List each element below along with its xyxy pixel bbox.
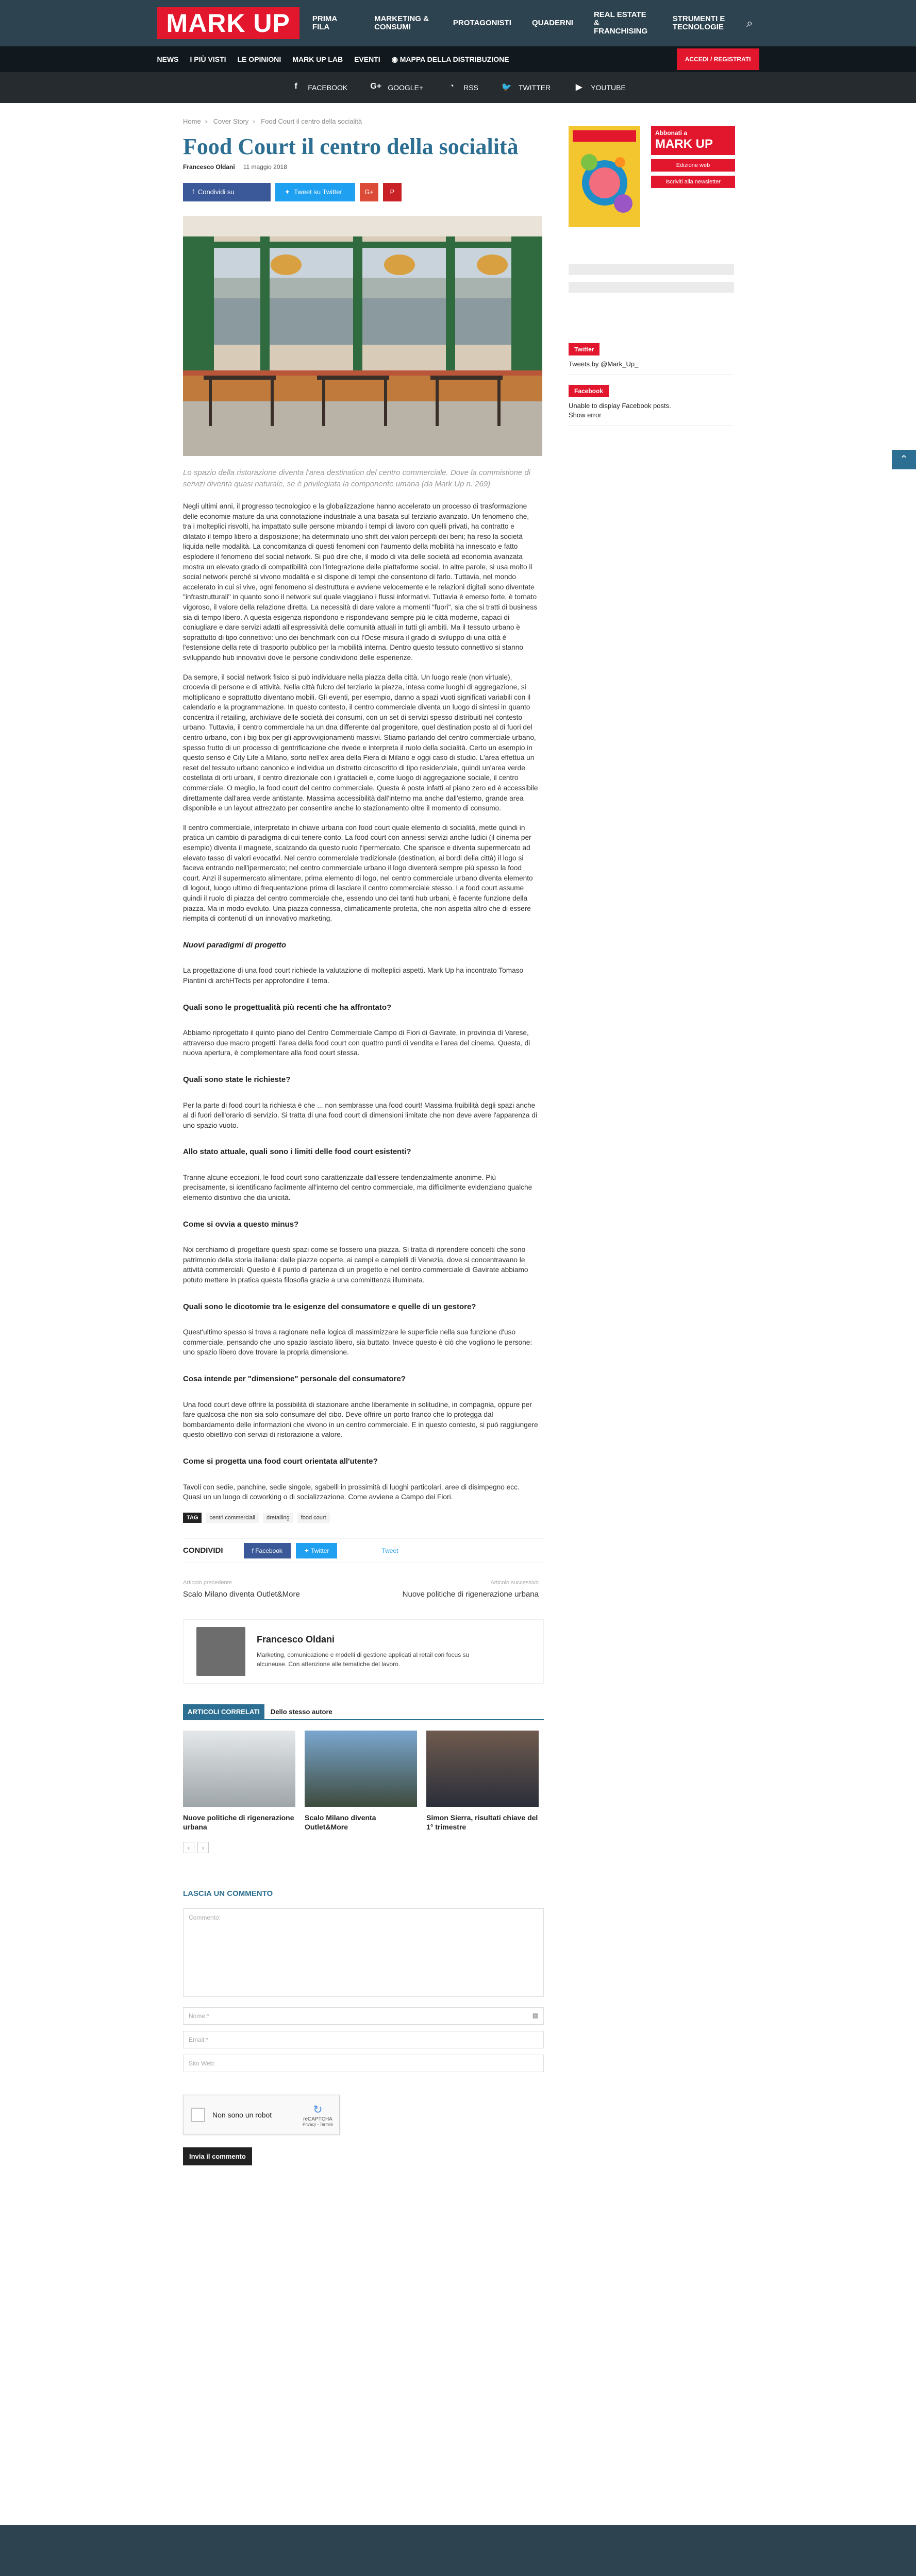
twitter-label: Twitter xyxy=(569,343,599,355)
twitter-icon: ✦ xyxy=(304,1547,311,1554)
email-field[interactable]: Email:* xyxy=(183,2031,544,2048)
nav-opinioni[interactable]: LE OPINIONI xyxy=(237,55,281,63)
social-youtube[interactable] xyxy=(573,82,626,93)
prev-title: Scalo Milano diventa Outlet&More xyxy=(183,1589,300,1599)
next-label: Articolo successivo xyxy=(490,1579,539,1586)
facebook-error: Unable to display Facebook posts. xyxy=(569,402,671,410)
social-rss[interactable] xyxy=(446,82,478,93)
pinterest-icon: P xyxy=(390,188,395,196)
twitter-widget xyxy=(569,343,734,375)
section-heading: Nuovi paradigmi di progetto xyxy=(183,940,287,950)
interview-question: Quali sono state le richieste? xyxy=(183,1075,291,1084)
share-facebook-label: Condividi su Facebook xyxy=(192,188,235,214)
share-row-top xyxy=(183,183,544,214)
related-image xyxy=(183,1731,295,1807)
related-pager xyxy=(183,1842,544,1853)
subscription-widget xyxy=(569,126,734,227)
breadcrumb-current: Food Court il centro della socialità xyxy=(261,117,362,125)
breadcrumb-cover[interactable]: Cover Story xyxy=(213,117,249,125)
related-tabs xyxy=(183,1704,544,1720)
twitter-timeline-link[interactable]: Tweets by @Mark_Up_ xyxy=(569,360,639,368)
scroll-top-button[interactable] xyxy=(892,450,916,469)
magazine-cover-art xyxy=(569,126,640,227)
twitter-icon: 🐦 xyxy=(501,83,512,92)
related-image xyxy=(305,1731,417,1807)
facebook-icon: f xyxy=(192,188,198,196)
nav-strumenti[interactable]: STRUMENTI E TECNOLOGIE xyxy=(672,14,725,31)
social-twitter-label: TWITTER xyxy=(518,83,551,92)
submit-comment-button[interactable]: Invia il commento xyxy=(183,2147,252,2165)
nav-markup-lab[interactable]: MARK UP LAB xyxy=(292,55,343,63)
share-twitter-small-label: Twitter xyxy=(311,1547,329,1554)
comment-textarea[interactable]: Commento: xyxy=(183,1908,544,1997)
social-google[interactable] xyxy=(370,82,423,93)
nav-mappa[interactable] xyxy=(392,55,509,64)
social-youtube-label: YOUTUBE xyxy=(591,83,626,92)
article-date: 11 maggio 2018 xyxy=(243,163,287,171)
article-paragraph: Abbiamo riprogettato il quinto piano del Centro Commerciale Campo di Fiori di Gavirate, in provincia di Varese, attraverso due macro progetti: l'area della food court con quattro punti di vendita e l'area del cinema. Questa, di nuova apertura, è complementare alla food court stessa. xyxy=(183,1029,530,1057)
hero-image xyxy=(183,216,542,456)
tag-link[interactable]: dretailing xyxy=(263,1513,293,1523)
related-item[interactable] xyxy=(305,1731,417,1832)
facebook-icon: f xyxy=(252,1547,256,1554)
sidebar-placeholder xyxy=(569,264,734,275)
share-twitter-button[interactable] xyxy=(275,183,355,201)
login-button[interactable]: ACCEDI / REGISTRATI xyxy=(677,48,759,70)
interview-question: Quali sono le dicotomie tra le esigenze del consumatore e quelle di un gestore? xyxy=(183,1302,476,1311)
subscribe-box xyxy=(651,126,735,188)
interview-question: Quali sono le progettualità più recenti che ha affrontato? xyxy=(183,1003,392,1012)
secondary-nav xyxy=(157,55,521,64)
next-title: Nuove politiche di rigenerazione urbana xyxy=(402,1589,539,1599)
divider xyxy=(569,374,734,375)
main-nav xyxy=(312,11,746,36)
subscribe-header[interactable] xyxy=(651,126,735,155)
subscribe-title: Abbonati a xyxy=(655,129,687,137)
newsletter-button[interactable]: Iscriviti alla newsletter xyxy=(651,176,735,188)
article-paragraph: Tranne alcune eccezioni, le food court sono caratterizzate dall'essere tendenzialmente anonime. Più precisamente, si identificano facilmente all'interno del centro commerciale, ma difficilmente evidenziano qualche elemento distintivo che dia unicità. xyxy=(183,1173,532,1202)
captcha-checkbox[interactable] xyxy=(191,2108,205,2122)
author-name[interactable]: Francesco Oldani xyxy=(257,1634,335,1645)
nav-piu-visti[interactable]: I PIÙ VISTI xyxy=(190,55,226,63)
breadcrumb-sep: › xyxy=(253,117,255,125)
related-item[interactable] xyxy=(183,1731,295,1832)
facebook-show-error[interactable]: Show error xyxy=(569,411,602,419)
facebook-widget xyxy=(569,385,734,426)
interview-question: Come si progetta una food court orientata all'utente? xyxy=(183,1456,378,1466)
nav-quaderni[interactable]: QUADERNI xyxy=(531,19,573,27)
next-article[interactable] xyxy=(403,1580,539,1599)
tweet-link[interactable]: Tweet xyxy=(381,1547,398,1554)
social-rss-label: RSS xyxy=(463,83,478,92)
prev-article[interactable] xyxy=(183,1580,300,1599)
page-title: Food Court il centro della socialità xyxy=(183,134,519,159)
author-desc: Marketing, comunicazione e modelli di gestione applicati al retail con focus su alcuneuse. Con attenzione alle tematiche del lavoro. xyxy=(257,1651,470,1668)
article-paragraph: Per la parte di food court la richiesta è che ... non sembrasse una food court! Massima fruibilità degli spazi anche al di fuori dell'orario di servizio. Si tratta di una food court di dimensioni limitate che non deve avere l'apparenza di uno spazio vuoto. xyxy=(183,1101,537,1129)
map-icon: ◉ xyxy=(391,55,400,63)
recaptcha-brand: reCAPTCHA xyxy=(303,2116,332,2122)
edition-button[interactable]: Edizione web xyxy=(651,159,735,172)
related-title: Simon Sierra, risultati chiave del 1° trimestre xyxy=(426,1813,538,1831)
social-bar xyxy=(0,72,916,103)
interview-question: Come si ovvia a questo minus? xyxy=(183,1219,299,1229)
share-row-bottom xyxy=(183,1538,544,1563)
author-box xyxy=(183,1619,544,1684)
share-facebook-button[interactable] xyxy=(183,183,271,214)
search-icon[interactable]: ⌕ xyxy=(746,16,753,29)
recaptcha-terms[interactable]: Privacy - Termini xyxy=(303,2122,333,2127)
tag-link[interactable]: food court xyxy=(297,1513,330,1523)
social-facebook[interactable] xyxy=(290,82,347,93)
recaptcha-widget xyxy=(183,2095,340,2135)
breadcrumb-sep: › xyxy=(205,117,208,125)
tab-related[interactable]: ARTICOLI CORRELATI xyxy=(183,1704,264,1719)
recaptcha-icon: ↻ xyxy=(313,2103,323,2116)
secondary-header xyxy=(0,46,916,72)
tab-same-author[interactable]: Dello stesso autore xyxy=(270,1707,332,1716)
share-google-button[interactable] xyxy=(360,183,378,201)
tag-link[interactable]: centri commerciali xyxy=(206,1513,259,1523)
article-paragraph: Da sempre, il social network fisico si può individuare nella piazza della città. Un luogo reale (non virtuale), crocevia di persone e di attività. Nella città fulcro del terziario la piazza, intesa come luoghi di aggregazione, si moltiplicano e soprattutto diventano mobili. Gli eventi, per esempio, danno a spazi vuoti significati variabili con il calendario e la programmazione. In questo contesto, il centro commerciale diventa un luogo di sintesi in quanto concentra il retailing, archiviave delle società dei consumi, con un set di servizi spesso distribuiti nel contesto urbano. Tuttavia, il centro commerciale ha un dna differente dal progenitore, quel destination posto al di fuori del centro urbano, con i big box per gli approvvigionamenti massivi. Stiamo parlando del centro commerciale urbano, spesso frutto di un processo di gentrificazione che rivede e interpreta il ruolo della socialità. Certo un esempio in questo senso è City Life a Milano, sorto nell'ex area della Fiera di Milano e oggi caso di studio. L'area effettua un reset del tessuto urbano canonico e individua un distretto circoscritto di tipo residenziale, quindi un'area verde costellata di orti urbani, il centro direzionale con i grattacieli e, come luogo di aggregazione sociale, il centro commerciale. O meglio, la food court del centro commerciale. Questa è posta infatti al piano zero ed è accessibile direttamente dall'area verde antistante. Massima accessibilità dall'interno ma anche dall'esterno, grande area disponibile e un layout attrezzato per consentire anche lo stazionamento oltre il momento di consumo. xyxy=(183,673,538,812)
markup-logo[interactable]: MARK UP xyxy=(157,7,299,39)
nav-real-estate[interactable]: REAL ESTATE & FRANCHISING xyxy=(593,10,648,36)
nav-news[interactable]: NEWS xyxy=(157,55,179,63)
google-plus-icon: G+ xyxy=(370,82,382,91)
name-placeholder: Nome:* xyxy=(189,2012,210,2020)
interview-question: Cosa intende per "dimensione" personale del consumatore? xyxy=(183,1375,406,1383)
google-plus-icon: G+ xyxy=(364,188,374,196)
name-field[interactable] xyxy=(183,2007,544,2025)
twitter-icon: ✦ xyxy=(285,188,294,196)
related-title: Nuove politiche di rigenerazione urbana xyxy=(183,1813,294,1831)
footer xyxy=(0,2525,916,2576)
chevron-up-icon: ⌃ xyxy=(900,454,908,465)
author-info xyxy=(257,1634,473,1669)
youtube-icon: ▶ xyxy=(575,83,582,92)
chevron-right-icon[interactable]: › xyxy=(197,1842,209,1853)
nav-prima-fila[interactable]: PRIMA FILA xyxy=(312,14,337,31)
share-facebook-small-label: Facebook xyxy=(255,1547,282,1554)
share-twitter-label: Tweet su Twitter xyxy=(294,188,342,196)
article-meta xyxy=(183,163,544,171)
comment-title: LASCIA UN COMMENTO xyxy=(183,1889,273,1898)
facebook-label: Facebook xyxy=(569,385,609,397)
nav-eventi[interactable]: EVENTI xyxy=(354,55,380,63)
subscribe-brand: MARK UP xyxy=(655,137,713,151)
prev-label: Articolo precedente xyxy=(183,1579,232,1586)
breadcrumb xyxy=(183,117,544,125)
facebook-icon: f xyxy=(294,82,297,91)
related-grid xyxy=(183,1731,544,1832)
share-label: CONDIVIDI xyxy=(183,1546,223,1555)
article-paragraph: La progettazione di una food court richiede la valutazione di molteplici aspetti. Mark Up ha incontrato Tomaso Piantini di archHTects per approfondire il tema. xyxy=(183,967,524,985)
nav-mappa-label: MAPPA DELLA DISTRIBUZIONE xyxy=(399,55,509,63)
share-twitter-small[interactable] xyxy=(296,1543,338,1558)
avatar xyxy=(196,1627,245,1676)
social-facebook-label: FACEBOOK xyxy=(308,83,348,92)
tags-label: TAG xyxy=(183,1513,202,1523)
author-link[interactable]: Francesco Oldani xyxy=(183,163,235,171)
article xyxy=(183,116,544,2165)
breadcrumb-home[interactable]: Home xyxy=(183,117,201,125)
chevron-left-icon[interactable]: ‹ xyxy=(183,1842,194,1853)
keyboard-icon: ▦ xyxy=(532,2011,538,2019)
social-twitter[interactable] xyxy=(501,82,551,93)
divider xyxy=(569,425,734,426)
website-field[interactable]: Sito Web: xyxy=(183,2055,544,2072)
article-paragraph: Noi cerchiamo di progettare questi spazi come se fossero una piazza. Si tratta di riprendere concetti che sono patrimonio della storia italiana: dalle piazze coperte, ai campi e campielli di Venezia, dove si concentravano le attività commerciali. Questo è il punto di partenza di un progetto e nel centro commerciale di Gavirate abbiamo potuto mettere in pratica questa filosofia grazie a una committenza illuminata. xyxy=(183,1246,528,1284)
food-court-photo xyxy=(183,216,542,456)
rss-icon: ◔ xyxy=(449,82,454,91)
article-paragraph: Quest'ultimo spesso si trova a ragionare nella logica di massimizzare le superficie nella sua funzione d'uso commerciale, pensando che uno spazio lasciato libero, sia buttato. Invece questo è ciò che vogliono le persone: uno spazio libero dove trovare la propria dimensione. xyxy=(183,1328,532,1357)
article-body xyxy=(183,501,539,1502)
sidebar xyxy=(569,116,734,426)
top-header xyxy=(0,0,916,46)
related-image xyxy=(426,1731,539,1807)
related-title: Scalo Milano diventa Outlet&More xyxy=(305,1813,376,1831)
captcha-label: Non sono un robot xyxy=(212,2110,272,2119)
article-paragraph: Negli ultimi anni, il progresso tecnologico e la globalizzazione hanno accelerato un processo di trasformazione delle economie mature da una connotazione industriale a una basata sul terziario avanzato. Un fenomeno che, tra i molteplici risvolti, ha impattato sulle persone mixando i tempi di lavoro con quelli privati, ha contratto e dilatato il tempo libero a disposizione; ha determinato uno shift dei valori percepiti dei beni; ha reso la società liquida nelle modalità. La concomitanza di questi fenomeni con l'aumento della mobilità ha innescato e fatto esplodere il fenomeno del social network. Si può dire che, il modo di vita delle società ad economia avanzata mostra un elevato grado di compatibilità con l'integrazione delle piattaforme social. In altre parole, si usa molto il social network perché si vivono modalità e si dispone di tempi che consentono di farlo. Tuttavia, nel mondo accelerato in cui si vive, ogni fenomeno si destruttura e avviene velocemente e le relazioni digitali sono diventate "infrastrutturali" in quanto sono il network sul quale viaggiano i flussi informativi. Tuttavia è emerso forte, è tornato vigoroso, il valore della relazione diretta. La necessità di dare valore a momenti "fuori", sia che si tratti di business sia di tempo libero. A questa esigenza rispondono e rispondevano sempre più le città moderne, capaci di coniugliare e dare servizi adatti all'espressività delle comunità attuali in tutti gli ambiti. Ma il tessuto urbano è soprattutto di tipo connettivo: uno dei benchmark con cui l'Ocse misura il grado di sviluppo di una città è l'estensione della rete di trasporto pubblico per la mobilità interna. Dentro questo tessuto connettivo si stanno sviluppando hub innovativi dove le persone condividono delle esperienze. xyxy=(183,502,537,662)
interview-question: Allo stato attuale, quali sono i limiti delle food court esistenti? xyxy=(183,1147,411,1157)
tags-row xyxy=(183,1513,544,1523)
sidebar-placeholder xyxy=(569,282,734,293)
share-facebook-small[interactable] xyxy=(244,1543,291,1558)
article-paragraph: Una food court deve offrire la possibilità di stazionare anche liberamente in solitudine, in compagnia, oppure per fare qualcosa che non sia solo consumare del cibo. Deve offrire un porto franco che lo protegga dal bombardamento delle informazioni che vivono in un centro commerciale. E in questo contesto, si può raggiungere questo obiettivo con servizi di ristorazione a valore. xyxy=(183,1400,538,1439)
social-google-label: GOOGLE+ xyxy=(388,83,424,92)
nav-protagonisti[interactable]: PROTAGONISTI xyxy=(453,19,511,27)
image-caption: Lo spazio della ristorazione diventa l'area destination del centro commerciale. Dove la commistione di servizi diventa quasi naturale, se è privilegiata la componente umana (da Mark Up n. 269) xyxy=(183,468,531,488)
magazine-cover[interactable] xyxy=(569,126,640,227)
post-navigation xyxy=(183,1580,539,1599)
article-paragraph: Tavoli con sedie, panchine, sedie singole, sgabelli in prossimità di luoghi particolari, aree di disimpegno ecc. Quasi un un luogo di coworking o di socializzazione. Come avviene a Campo dei Fiori. xyxy=(183,1483,520,1501)
share-pinterest-button[interactable] xyxy=(383,183,402,201)
nav-marketing[interactable]: MARKETING & CONSUMI xyxy=(374,14,429,31)
related-item[interactable] xyxy=(426,1731,539,1832)
recaptcha-logo xyxy=(303,2103,333,2127)
article-paragraph: Il centro commerciale, interpretato in chiave urbana con food court quale elemento di socialità, mette quindi in pratica un cambio di paradigma di cui tenere conto. La food court con annessi servizi anche ludici (il cinema per esempio) diventa il magnete, scalzando da questo ruolo l'ipermercato. Che sparisce e diventa supermercato ad elevato tasso di valori evocativi. Nel centro commerciale tradizionale (destination, ai bordi della città) il logo si faceva entrando nell'ipermercato; nel centro commerciale urbano il logo diventerà sempre più spesso la food court. Anzi il supermercato alimentare, prima elemento di logo, nel centro commerciale urbano diventa elemento di logout, luogo ultimo di frequentazione prima di lasciare il centro commerciale stesso. La food court assume quindi il ruolo di piazza del centro commerciale che, essendo uno dei tanti hub urbani, è facente funzione della piazza. Ma in modo evoluto. Una piazza connessa, climaticamente protetta, che non aspetta altro che di essere riempita di contenuti di un innovativo marketing. xyxy=(183,823,533,923)
